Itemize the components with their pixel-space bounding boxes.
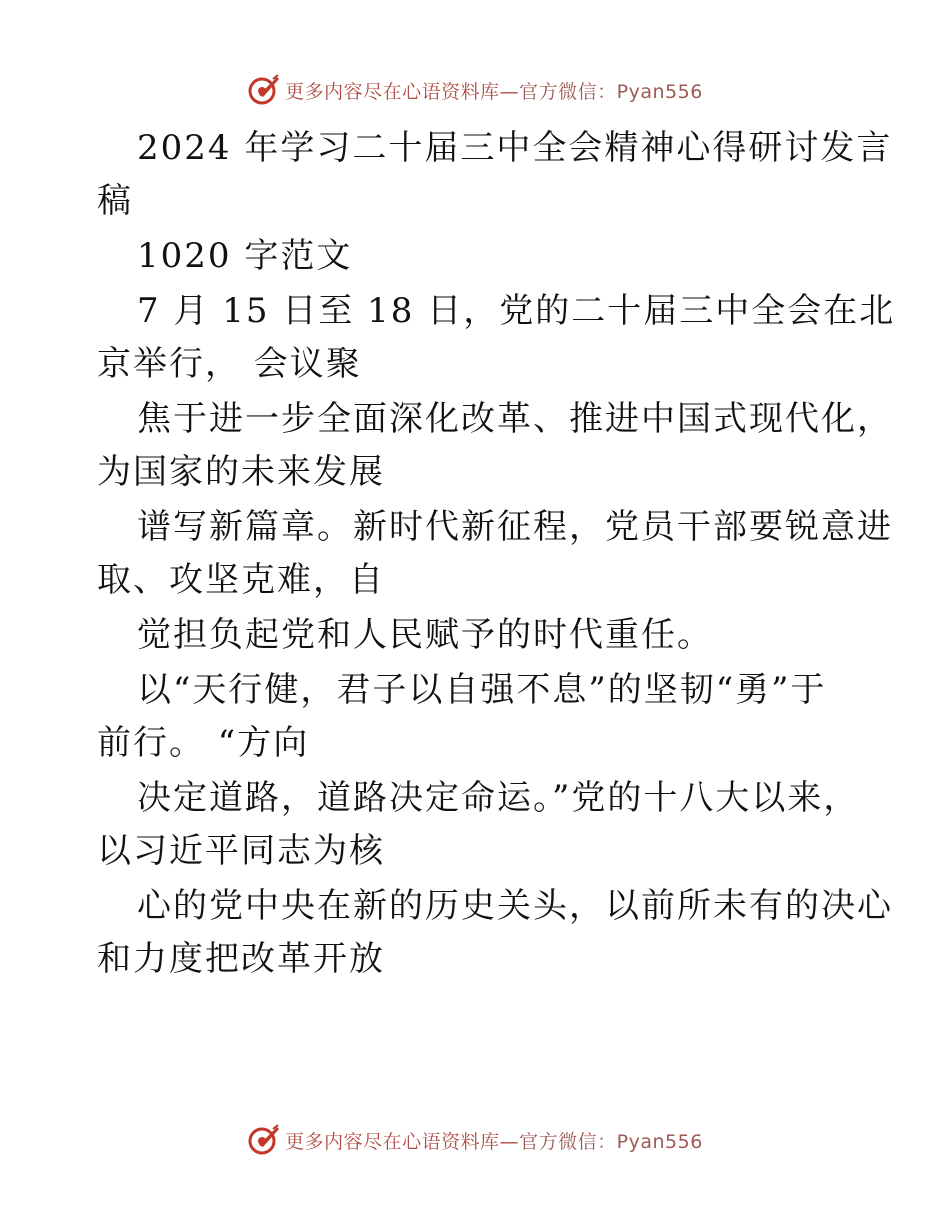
header-watermark	[0, 70, 950, 110]
quill-logo-icon	[247, 73, 281, 107]
document-title-line-1: 2024 年学习二十届三中全会精神心得研讨发言	[137, 128, 893, 168]
paragraph-line: 以“天行健，君子以自强不息”的坚韧“勇”于	[137, 670, 827, 710]
watermark-wechat-text: 官方微信：Pyan556	[519, 80, 703, 103]
document-body	[97, 122, 896, 986]
paragraph-line: 焦于进一步全面深化改革、推进中国式现代化，	[137, 399, 893, 439]
quill-logo-icon	[247, 1123, 281, 1157]
watermark-text	[285, 1127, 703, 1154]
paragraph-line: 谱写新篇章。新时代新征程，党员干部要锐意进	[137, 507, 893, 547]
footer-watermark	[0, 1120, 950, 1160]
paragraph-line: 以习近平同志为核	[97, 831, 385, 871]
paragraph-line: 觉担负起党和人民赋予的时代重任。	[137, 615, 713, 655]
paragraph-line: 前行。 “方向	[97, 723, 310, 763]
watermark-library-text: 更多内容尽在心语资料库—	[285, 80, 520, 103]
paragraph-line: 7 月 15 日至 18 日，党的二十届三中全会在北	[137, 291, 896, 331]
document-title-line-2: 稿	[97, 181, 133, 221]
paragraph-line: 决定道路，道路决定命运。”党的十八大以来，	[137, 778, 860, 818]
watermark-wechat-text: 官方微信：Pyan556	[519, 1130, 703, 1153]
paragraph-line: 京举行， 会议聚	[97, 344, 362, 384]
paragraph-line: 为国家的未来发展	[97, 452, 385, 492]
paragraph-line: 心的党中央在新的历史关头，以前所未有的决心	[137, 886, 893, 926]
paragraph-line: 取、攻坚克难，自	[97, 560, 385, 600]
paragraph-line: 和力度把改革开放	[97, 939, 385, 979]
watermark-library-text: 更多内容尽在心语资料库—	[285, 1130, 520, 1153]
word-count-line: 1020 字范文	[137, 236, 353, 276]
watermark-text	[285, 77, 703, 104]
